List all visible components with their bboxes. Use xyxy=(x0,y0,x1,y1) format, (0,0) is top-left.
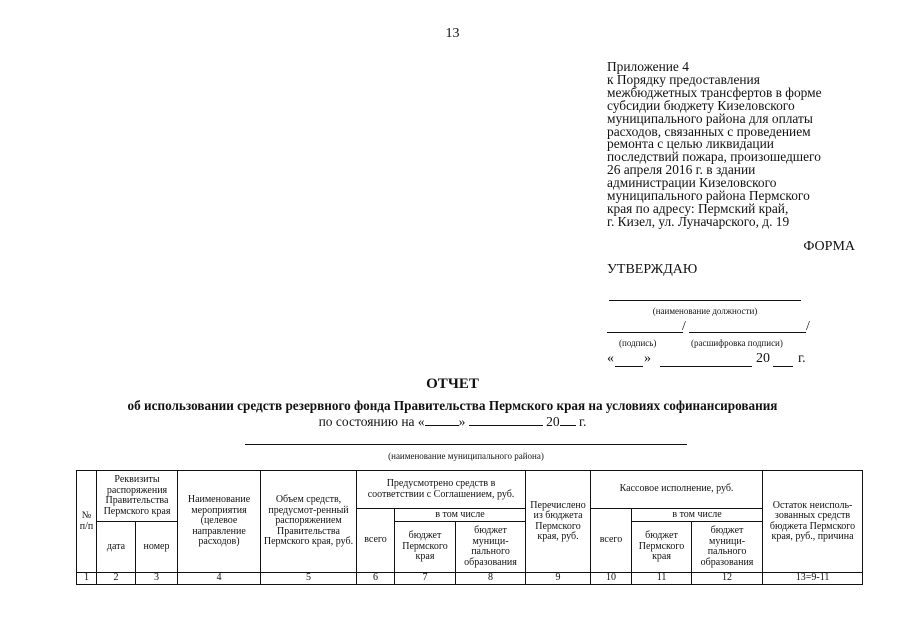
as-of-year-line xyxy=(560,425,576,426)
appendix-line: субсидии бюджету Кизеловского xyxy=(607,97,795,113)
header-number: номер xyxy=(136,522,178,573)
date-open-quote: « xyxy=(607,351,614,366)
appendix-line: к Порядку предоставления xyxy=(607,71,760,87)
form-label: ФОРМА xyxy=(803,239,855,254)
header-including: в том числе xyxy=(395,509,526,522)
col-number: 4 xyxy=(178,573,261,585)
appendix-block xyxy=(607,61,867,229)
header-transferred: Перечислено из бюджета Пермского края, руб. xyxy=(526,471,591,573)
appendix-line: края по адресу: Пермский край, xyxy=(607,200,789,216)
col-number: 8 xyxy=(456,573,526,585)
col-number: 7 xyxy=(395,573,456,585)
header-including-2: в том числе xyxy=(632,509,763,522)
header-total-2: всего xyxy=(591,509,632,573)
date-close-quote: » xyxy=(644,351,651,366)
header-budget-region: бюджет Пермского края xyxy=(395,522,456,573)
date-year-suffix: г. xyxy=(798,351,806,366)
as-of-line xyxy=(0,414,905,430)
report-subtitle: об использовании средств резервного фонда Правительства Пермского края на условиях софинансирования xyxy=(127,398,778,413)
header-requisites: Реквизиты распоряжения Правительства Пермского края xyxy=(97,471,178,522)
as-of-suffix: г. xyxy=(579,414,587,429)
col-number: 5 xyxy=(261,573,357,585)
signature-slash: / xyxy=(682,319,686,334)
report-table xyxy=(76,470,863,585)
approve-heading: УТВЕРЖДАЮ xyxy=(607,262,698,277)
header-date: дата xyxy=(97,522,136,573)
header-volume: Объем средств, предусмот-ренный распоряжением Правительства Пермского края, руб. xyxy=(261,471,357,573)
appendix-line: администрации Кизеловского xyxy=(607,175,777,191)
as-of-year: 20 xyxy=(546,414,560,429)
report-title: ОТЧЕТ xyxy=(426,376,479,392)
header-no: № п/п xyxy=(77,471,97,573)
header-rest: Остаток неисполь-зованных средств бюджета Пермского края, руб., причина xyxy=(763,471,863,573)
as-of-month-line xyxy=(469,425,543,426)
col-number: 12 xyxy=(692,573,763,585)
col-number: 3 xyxy=(136,573,178,585)
appendix-line: ремонта с целью ликвидации xyxy=(607,136,774,152)
as-of-prefix: по состоянию на « xyxy=(318,414,425,429)
date-year-prefix: 20 xyxy=(756,351,770,366)
appendix-line: последствий пожара, произошедшего xyxy=(607,149,821,165)
header-budget-mun: бюджет муници-пального образования xyxy=(456,522,526,573)
decode-slash: / xyxy=(806,319,810,334)
header-event: Наименование мероприятия (целевое направление расходов) xyxy=(178,471,261,573)
date-day-line xyxy=(615,366,643,367)
appendix-line: расходов, связанных с проведением xyxy=(607,123,811,139)
col-number: 2 xyxy=(97,573,136,585)
appendix-line: Приложение 4 xyxy=(607,59,689,74)
header-planned: Предусмотрено средств в соответствии с Соглашением, руб. xyxy=(357,471,526,509)
header-cash: Кассовое исполнение, руб. xyxy=(591,471,763,509)
position-line xyxy=(609,300,801,301)
appendix-line: межбюджетных трансфертов в форме xyxy=(607,84,822,100)
header-budget-region-2: бюджет Пермского края xyxy=(632,522,692,573)
municipality-caption: (наименование муниципального района) xyxy=(388,451,544,461)
date-year-line xyxy=(773,366,793,367)
page-number: 13 xyxy=(445,26,460,41)
date-month-line xyxy=(660,366,752,367)
header-budget-mun-2: бюджет муници-пального образования xyxy=(692,522,763,573)
decode-line xyxy=(689,332,806,333)
position-caption: (наименование должности) xyxy=(652,306,758,316)
appendix-line: муниципального района Пермского xyxy=(607,188,810,204)
as-of-day-line xyxy=(425,425,459,426)
municipality-line xyxy=(245,444,687,445)
col-number: 1 xyxy=(77,573,97,585)
appendix-line: г. Кизел, ул. Луначарского, д. 19 xyxy=(607,213,790,229)
as-of-close: » xyxy=(458,414,466,429)
col-number: 9 xyxy=(526,573,591,585)
appendix-line: муниципального района для оплаты xyxy=(607,110,813,126)
col-number: 6 xyxy=(357,573,395,585)
signature-caption: (подпись) xyxy=(619,338,657,348)
signature-line xyxy=(607,332,683,333)
header-total: всего xyxy=(357,509,395,573)
col-number: 11 xyxy=(632,573,692,585)
appendix-line: 26 апреля 2016 г. в здании xyxy=(607,162,756,178)
decode-caption: (расшифровка подписи) xyxy=(691,338,783,348)
col-number: 13=9-11 xyxy=(763,573,863,585)
col-number: 10 xyxy=(591,573,632,585)
